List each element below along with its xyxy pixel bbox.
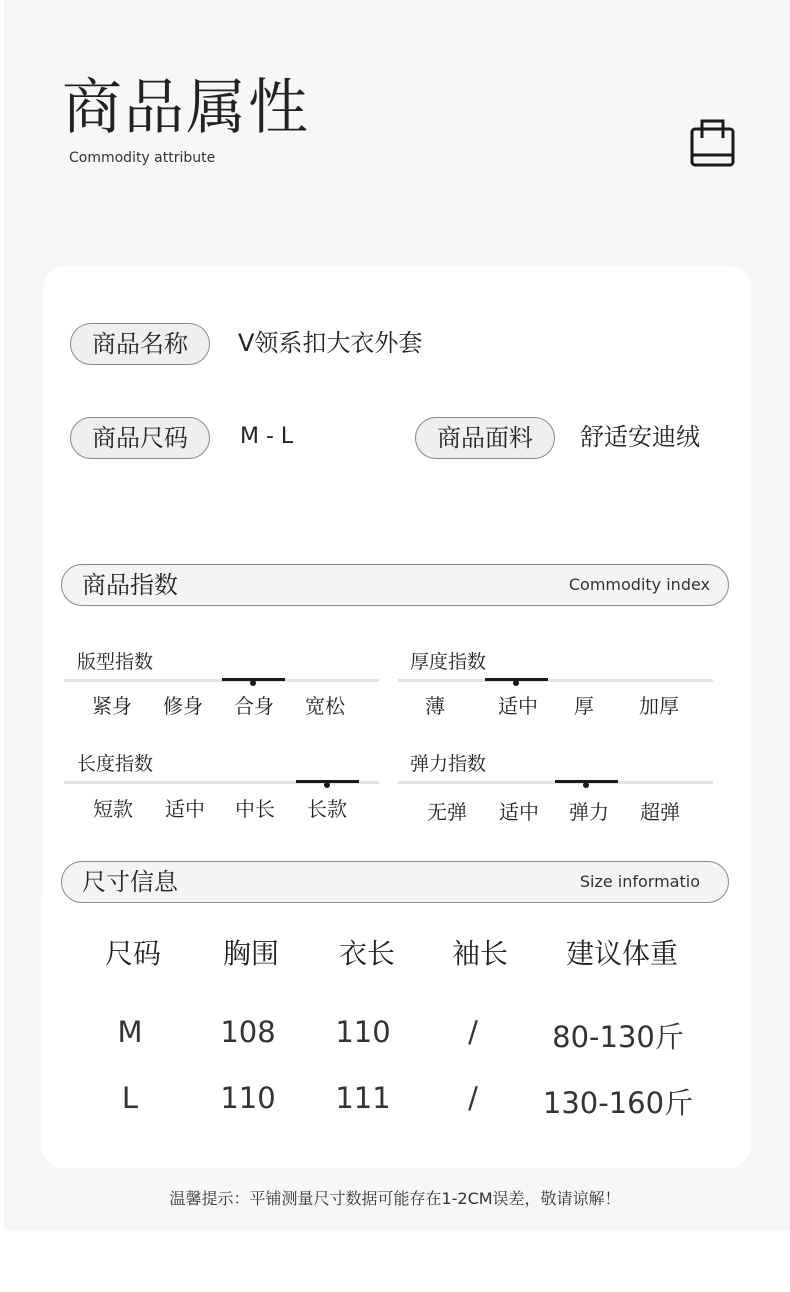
table-cell: 110 [220,1081,276,1115]
table-cell: 130-160斤 [542,1086,694,1120]
elasticity-option: 超弹 [640,800,680,824]
table-cell: M [117,1015,143,1049]
fit-index-marker [250,680,256,686]
fabric-label: 商品面料 [415,417,555,459]
size-section-header [61,861,729,903]
elasticity-index-marker [583,782,589,788]
measurement-note: 温馨提示：平铺测量尺寸数据可能存在1-2CM误差，敬请谅解！ [169,1189,621,1208]
shopping-bag-icon [690,117,736,169]
thickness-index-label: 厚度指数 [410,651,487,673]
table-cell: / [468,1015,478,1049]
table-cell: L [121,1081,139,1115]
thickness-index-track [398,679,713,682]
thickness-option: 加厚 [639,694,679,718]
fit-index-label: 版型指数 [77,651,154,673]
elasticity-option: 弹力 [569,800,609,824]
page-subtitle: Commodity attribute [69,150,216,166]
elasticity-index-label: 弹力指数 [410,753,487,775]
table-cell: 80-130斤 [552,1020,684,1054]
fit-option: 宽松 [305,694,345,718]
index-section-title: 商品指数 [82,571,178,599]
table-cell: / [468,1081,478,1115]
table-cell: 111 [335,1081,391,1115]
thickness-index-marker [513,680,519,686]
table-header: 袖长 [451,937,508,970]
page-title: 商品属性 [62,73,310,143]
table-header: 胸围 [222,937,279,970]
thickness-option: 厚 [574,694,594,718]
size-section-title: 尺寸信息 [82,868,178,896]
length-option: 适中 [165,797,205,821]
elasticity-option: 无弹 [427,800,467,824]
table-cell: 108 [220,1015,276,1049]
length-option: 长款 [307,797,347,821]
thickness-option: 适中 [498,694,538,718]
index-section-header [61,564,729,606]
table-header: 衣长 [338,937,395,970]
fit-option: 修身 [163,694,203,718]
name-label: 商品名称 [70,323,210,365]
fit-option: 合身 [234,694,274,718]
table-header: 建议体重 [565,937,678,970]
length-option: 中长 [235,797,275,821]
length-index-marker [324,782,330,788]
fabric-value: 舒适安迪绒 [580,423,700,451]
size-label: 商品尺码 [70,417,210,459]
index-section-subtitle: Commodity index [568,575,710,594]
elasticity-option: 适中 [499,800,539,824]
table-cell: 110 [335,1015,391,1049]
length-option: 短款 [93,797,133,821]
size-section-subtitle: Size informatio [579,872,700,891]
size-value: M - L [240,424,294,449]
table-header: 尺码 [104,937,161,970]
name-value: V领系扣大衣外套 [238,329,423,357]
fit-option: 紧身 [92,694,132,718]
length-index-label: 长度指数 [77,753,154,775]
thickness-option: 薄 [425,694,445,718]
